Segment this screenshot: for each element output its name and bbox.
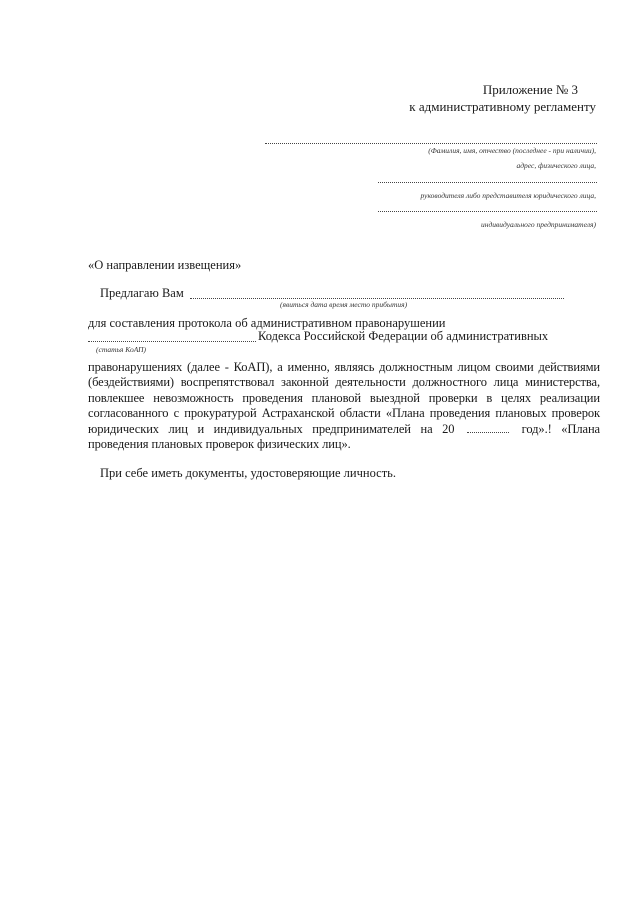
- ip-line: [378, 211, 597, 212]
- proposal-body-end: год».! «Плана проведения плановых проверок физических лиц».: [88, 421, 600, 452]
- year-blank: [467, 432, 509, 433]
- proposal-line-2: для составления протокола об административном правонарушении: [88, 316, 446, 330]
- datetime-line: [190, 298, 564, 299]
- fio-line: [265, 143, 597, 144]
- head-caption: руководителя либо представителя юридического лица,: [420, 191, 596, 200]
- head-line: [378, 182, 597, 183]
- appendix-title: Приложение № 3: [482, 82, 578, 97]
- article-line: [88, 341, 256, 342]
- datetime-hint: (явиться дата время место прибытия): [280, 300, 408, 309]
- fio-caption: (Фамилия, имя, отчество (последнее - при наличии),: [428, 146, 596, 155]
- proposal-line-3: Кодекса Российской Федерации об административных: [258, 329, 549, 343]
- regulation-reference: к административному регламенту: [409, 99, 596, 114]
- identity-note: При себе иметь документы, удостоверяющие личность.: [100, 466, 396, 480]
- proposal-body: [88, 360, 600, 452]
- proposal-body-text: правонарушениях (далее - КоАП), а именно, являясь должностным лицом своими действиями (бездействиями) воспрепятствовал законной деятельности должностного лица министерства, повлекшее невозможность проведения плановой выездной проверки в целях реализации согласованного с прокуратурой Астраханской области «Плана проведения плановых проверок юридических лиц и индивидуальных предпринимателей на 20: [88, 360, 600, 436]
- subject-heading: «О направлении извещения»: [88, 258, 242, 272]
- proposal-intro: Предлагаю Вам: [100, 286, 184, 300]
- article-hint: (статья КоАП): [96, 345, 147, 354]
- ip-caption: индивидуального предпринимателя): [480, 220, 596, 229]
- address-caption: адрес, физического лица,: [516, 161, 596, 170]
